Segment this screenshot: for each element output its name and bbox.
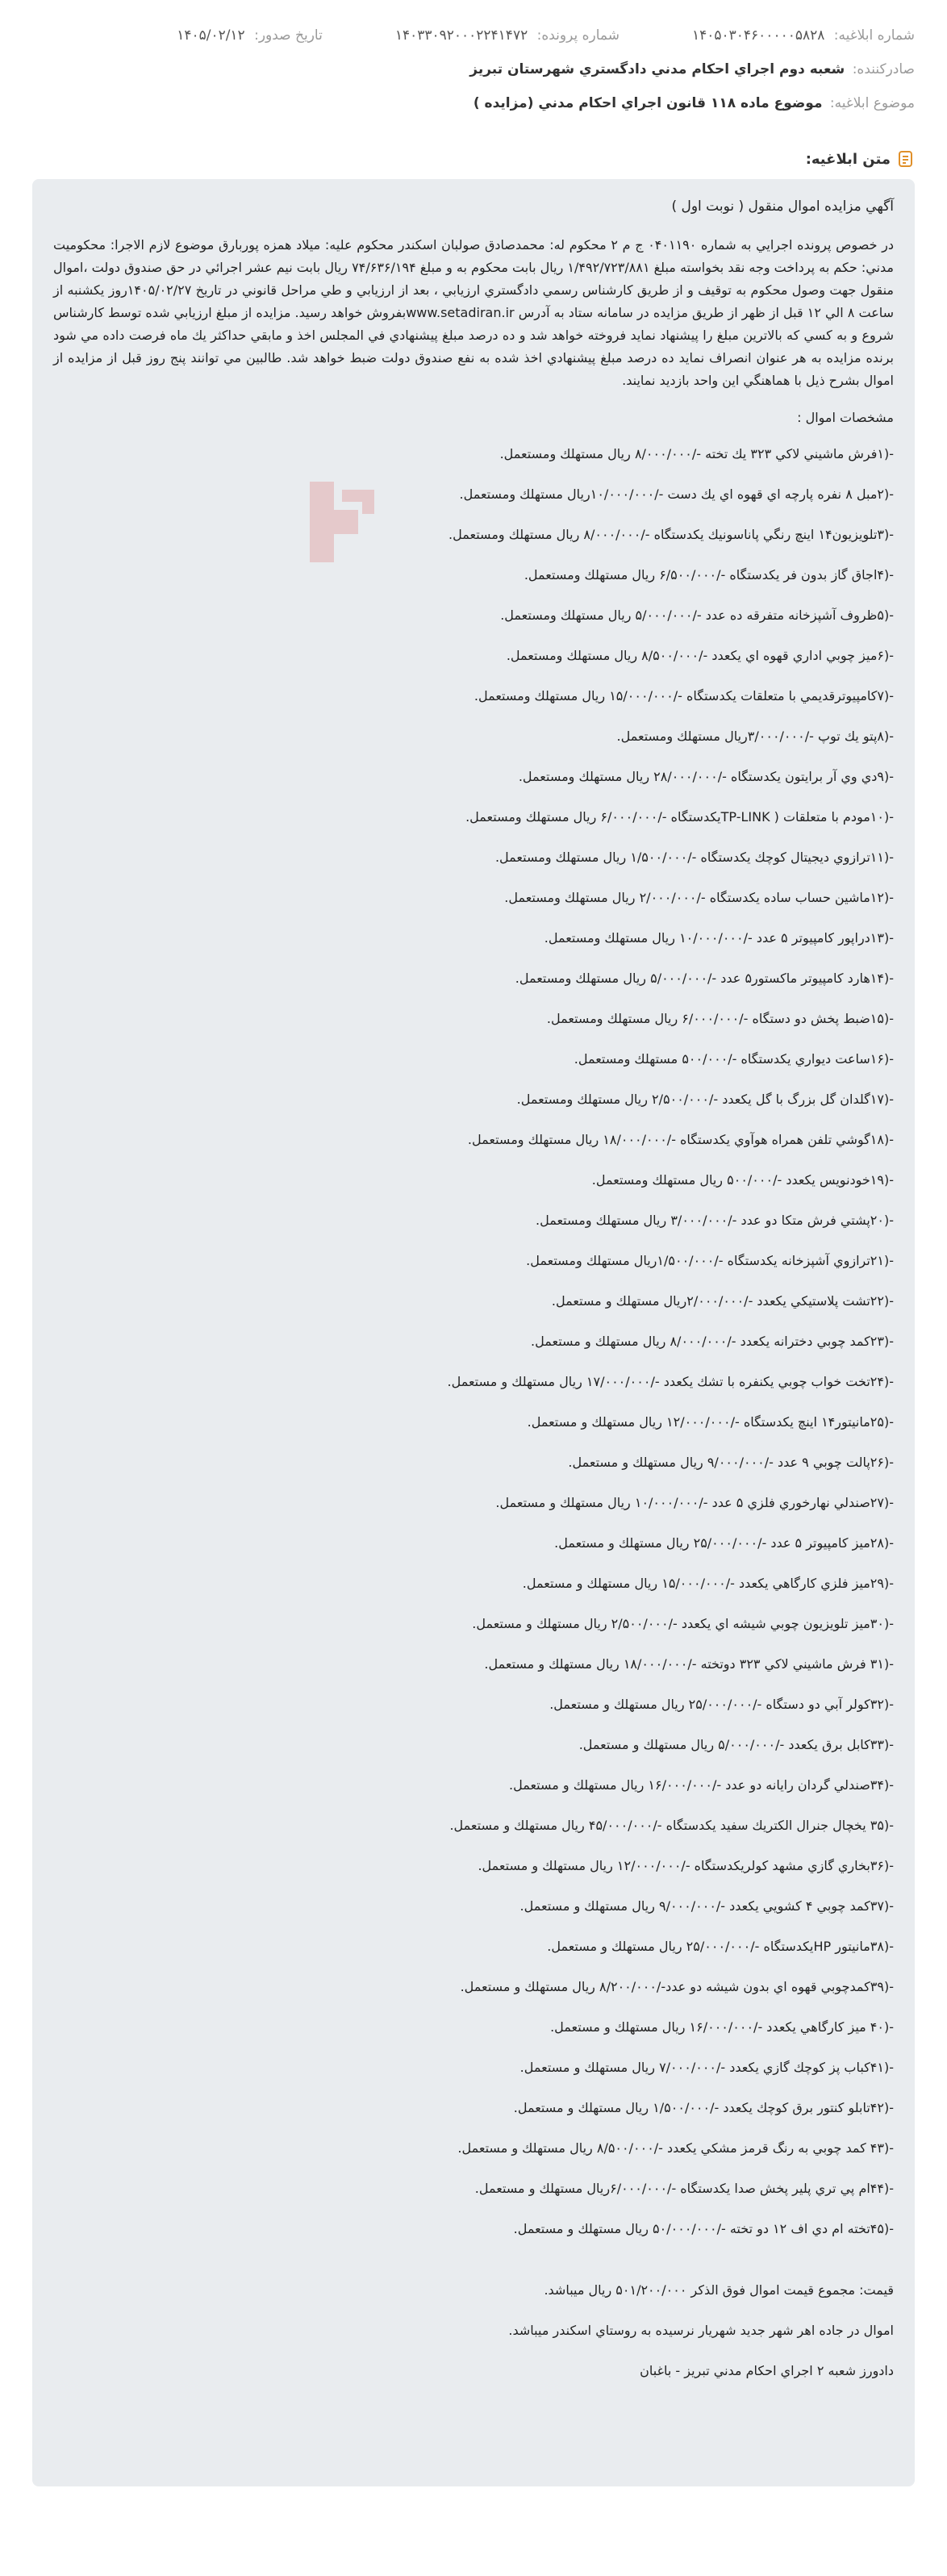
list-item: -(۷كامپيوترقديمي با متعلقات يكدستگاه -/۱۵/۰۰۰/۰۰۰ ريال مستهلك ومستعمل. [474, 688, 894, 703]
issue-date: تاریخ صدور: ۱۴۰۵/۰۲/۱۲ [177, 27, 323, 44]
list-item: -(۳۷كمد چوبي ۴ كشويي يكعدد -/۹/۰۰۰/۰۰۰ ريال مستهلك و مستعمل. [519, 1898, 894, 1914]
section-title: متن ابلاغیه: [805, 150, 891, 168]
meta-row [32, 24, 915, 47]
list-item: -(۳۰ميز تلويزيون چوبي شيشه اي يكعدد -/۲/۵۰۰/۰۰۰ ريال مستهلك و مستعمل. [472, 1616, 894, 1631]
notice-text-heading [32, 150, 915, 168]
list-item: -(۴۴ام پي تري پلير پخش صدا يكدستگاه -/۶/۰۰۰/۰۰۰ريال مستهلك و مستعمل. [474, 2181, 894, 2196]
list-item: -(۱۰مودم با متعلقات ( TP-LINKيكدستگاه -/۶/۰۰۰/۰۰۰ ريال مستهلك ومستعمل. [465, 809, 894, 825]
notice-number: شماره ابلاغیه: ۱۴۰۵۰۳۰۴۶۰۰۰۰۰۵۸۲۸ [692, 27, 915, 44]
list-item: -(۹دي وي آر برايتون يكدستگاه -/۲۸/۰۰۰/۰۰۰ ريال مستهلك ومستعمل. [518, 769, 894, 784]
list-item: -(۲۳كمد چوبي دخترانه يكعدد -/۸/۰۰۰/۰۰۰ ريال مستهلك و مستعمل. [531, 1334, 894, 1349]
list-item: -(۳۶بخاري گازي مشهد كولريكدستگاه -/۱۲/۰۰۰/۰۰۰ ريال مستهلك و مستعمل. [478, 1858, 894, 1873]
list-item: -(۴۱كباب پز كوچك گازي يكعدد -/۷/۰۰۰/۰۰۰ ريال مستهلك و مستعمل. [519, 2060, 894, 2075]
list-item: -(۲۵مانيتور۱۴ اينچ يكدستگاه -/۱۲/۰۰۰/۰۰۰ ريال مستهلك و مستعمل. [527, 1414, 894, 1430]
list-item: -(۱۱ترازوي ديجيتال كوچك يكدستگاه -/۱/۵۰۰/۰۰۰ ريال مستهلك ومستعمل. [494, 850, 894, 865]
list-item: -(۱۸گوشي تلفن همراه هوآوي يكدستگاه -/۱۸/۰۰۰/۰۰۰ ريال مستهلك ومستعمل. [467, 1132, 894, 1147]
list-item: -(۱۶ساعت ديواري يكدستگاه -/۵۰۰/۰۰۰ مستهلك ومستعمل. [574, 1051, 894, 1067]
list-item: -(۳۴صندلي گردان رايانه دو عدد -/۱۶/۰۰۰/۰۰۰ ريال مستهلك و مستعمل. [509, 1777, 894, 1793]
list-item: -(۴۰ ميز كارگاهي يكعدد -/۱۶/۰۰۰/۰۰۰ ريال مستهلك و مستعمل. [550, 2019, 894, 2035]
list-item: -(۲۲تشت پلاستيكي يكعدد -/۲/۰۰۰/۰۰۰ريال مستهلك و مستعمل. [551, 1293, 894, 1309]
issuer-line: صادرکننده: شعبه دوم اجراي احكام مدني دادگستري شهرستان تبريز [469, 61, 915, 77]
watermark-logo-icon [286, 466, 398, 578]
list-item: -(۴۵تخته ام دي اف ۱۲ دو تخته -/۵۰/۰۰۰/۰۰۰ ريال مستهلك و مستعمل. [513, 2221, 894, 2236]
list-item: -(۲۱ترازوي آشپزخانه يكدستگاه -/۱/۵۰۰/۰۰۰ريال مستهلك ومستعمل. [526, 1253, 894, 1268]
ad-title: آگهي مزايده اموال منقول ( نوبت اول ) [671, 198, 894, 215]
list-item: -(۱فرش ماشيني لاكي ۳۲۳ يك تخته -/۸/۰۰۰/۰۰۰ ريال مستهلك ومستعمل. [499, 446, 894, 461]
list-item: -(۲۸ميز كامپيوتر ۵ عدد -/۲۵/۰۰۰/۰۰۰ ريال مستهلك و مستعمل. [554, 1535, 894, 1551]
list-item: -(۲۹ميز فلزي كارگاهي يكعدد -/۱۵/۰۰۰/۰۰۰ ريال مستهلك و مستعمل. [522, 1576, 894, 1591]
ad-paragraph: در خصوص پرونده اجرايي به شماره ۰۴۰۱۱۹۰ ج م ۲ محكوم له: محمدصادق صولبان اسكندر محكوم عليه: ميلاد همزه پوربارق موضوع لازم الاجرا: محكوميت مدني: حكم به پرداخت وجه نقد بخواسته مبلغ ۱/۴۹۲/۷۲۳/۸۸۱ ريال بابت محكوم به و مبلغ ۷۴/۶۳۶/۱۹۴ ريال بابت نيم عشر اجرائي در حق صندوق دولت ،اموال منقول جهت وصول محكوم به توقيف و از طريق كارشناس رسمي دادگستري ارزيابي ، بعد از ارزيابي و طي مراحل قانوني در تاريخ ۱۴۰۵/۰۲/۲۷روز يكشنبه از ساعت ۸ الي ۱۲ قبل از ظهر از طريق مزايده در سامانه ستاد به آدرس www.setadiran.irبفروش خواهد رسيد. مزايده از مبلغ ارزيابي شده توسط كارشناس شروع و به كسي كه بالاترين مبلغ را پيشنهاد نمايد فروخته خواهد شد و ده درصد مبلغ پيشنهادي في المجلس اخذ و مابقي حداكثر يك ماه فرصت داده مي شود برنده مزايده به هر عنوان انصراف نمايد ده درصد مبلغ پيشنهادي اخذ شده به نفع صندوق دولت ضبط خواهد شد. طالبين مي توانند پنج روز قبل از مزايده از اموال بشرح ذيل با هماهنگي اين واحد بازديد نمايند. [53, 237, 895, 388]
list-item: -(۲۰پشتي فرش متكا دو عدد -/۳/۰۰۰/۰۰۰ ريال مستهلك ومستعمل. [535, 1213, 894, 1228]
list-item: -(۱۵ضبط پخش دو دستگاه -/۶/۰۰۰/۰۰۰ ريال مستهلك ومستعمل. [546, 1011, 894, 1026]
notice-header [0, 0, 947, 115]
property-location: اموال در جاده اهر شهر جديد شهريار نرسيده به روستاي اسكندر ميباشد. [508, 2323, 894, 2338]
list-item: -(۳۱ فرش ماشيني لاكي ۳۲۳ دوتخته -/۱۸/۰۰۰/۰۰۰ ريال مستهلك و مستعمل. [484, 1656, 894, 1672]
list-item: -(۸پتو يك توپ -/۳/۰۰۰/۰۰۰ريال مستهلك ومستعمل. [616, 729, 894, 744]
list-item: -(۶ميز چوبي اداري قهوه اي يكعدد -/۸/۵۰۰/۰۰۰ ريال مستهلك ومستعمل. [506, 648, 894, 663]
list-item: -(۲۶پالت چوبي ۹ عدد -/۹/۰۰۰/۰۰۰ ريال مستهلك و مستعمل. [568, 1455, 894, 1470]
list-item: -(۳۳كابل برق يكعدد -/۵/۰۰۰/۰۰۰ ريال مستهلك و مستعمل. [578, 1737, 894, 1752]
subject-line: موضوع ابلاغیه: موضوع ماده ۱۱۸ قانون اجراي احكام مدني (مزايده ) [473, 95, 915, 111]
document-icon [897, 150, 915, 168]
total-price: قيمت: مجموع قيمت اموال فوق الذكر ۵۰۱/۲۰۰/۰۰۰ ريال ميباشد. [544, 2282, 894, 2298]
list-item: -(۳۵ يخچال جنرال الكتريك سفيد يكدستگاه -/۴۵/۰۰۰/۰۰۰ ريال مستهلك و مستعمل. [449, 1818, 894, 1833]
notice-text-box [32, 179, 915, 2486]
list-item: -(۲مبل ۸ نفره پارچه اي قهوه اي يك دست -/۱۰/۰۰۰/۰۰۰ريال مستهلك ومستعمل. [459, 486, 894, 502]
list-item: -(۴۲تابلو كنتور برق كوچك يكعدد -/۱/۵۰۰/۰۰۰ ريال مستهلك و مستعمل. [513, 2100, 894, 2115]
list-item: -(۱۳دراپور كامپيوتر ۵ عدد -/۱۰/۰۰۰/۰۰۰ ريال مستهلك ومستعمل. [544, 930, 894, 946]
list-item: -(۱۲ماشين حساب ساده يكدستگاه -/۲/۰۰۰/۰۰۰ ريال مستهلك ومستعمل. [504, 890, 894, 905]
list-item: -(۳تلويزيون۱۴ اينچ رنگي پاناسونيك يكدستگاه -/۸/۰۰۰/۰۰۰ ريال مستهلك ومستعمل. [448, 527, 894, 542]
list-item: -(۴اجاق گاز بدون فر يكدستگاه -/۶/۵۰۰/۰۰۰ ريال مستهلك ومستعمل. [524, 567, 894, 582]
list-item: -(۳۲كولر آبي دو دستگاه -/۲۵/۰۰۰/۰۰۰ ريال مستهلك و مستعمل. [549, 1697, 894, 1712]
list-item: -(۵ظروف آشپزخانه متفرقه ده عدد -/۵/۰۰۰/۰۰۰ ريال مستهلك ومستعمل. [500, 607, 894, 623]
list-item: -(۱۷گلدان گل بزرگ با گل يكعدد -/۲/۵۰۰/۰۰۰ ريال مستهلك ومستعمل. [516, 1092, 894, 1107]
list-item: -(۲۴تخت خواب چوبي يكنفره با تشك يكعدد -/۱۷/۰۰۰/۰۰۰ ريال مستهلك و مستعمل. [447, 1374, 894, 1389]
specs-title: مشخصات اموال : [797, 410, 894, 425]
list-item: -(۱۴هارد كامپيوتر ماكستور۵ عدد -/۵/۰۰۰/۰۰۰ ريال مستهلك ومستعمل. [515, 971, 894, 986]
list-item: -(۴۳ كمد چوبي به رنگ قرمز مشكي يكعدد -/۸/۵۰۰/۰۰۰ ريال مستهلك و مستعمل. [457, 2140, 894, 2156]
property-list [53, 444, 894, 2240]
notice-footer [53, 2280, 894, 2382]
list-item: -(۳۸مانيتور HPيكدستگاه -/۲۵/۰۰۰/۰۰۰ ريال مستهلك و مستعمل. [547, 1939, 894, 1954]
list-item: -(۲۷صندلي نهارخوري فلزي ۵ عدد -/۱۰/۰۰۰/۰۰۰ ريال مستهلك و مستعمل. [495, 1495, 894, 1510]
signature-line: دادورز شعبه ۲ اجراي احكام مدني تبريز - باغبان [640, 2363, 894, 2378]
list-item: -(۱۹خودنويس يكعدد -/۵۰۰/۰۰۰ ريال مستهلك ومستعمل. [591, 1172, 894, 1188]
list-item: -(۳۹كمدچوبي قهوه اي بدون شيشه دو عدد-/۸/۲۰۰/۰۰۰ ريال مستهلك و مستعمل. [460, 1979, 894, 1994]
case-number: شماره پرونده: ۱۴۰۳۳۰۹۲۰۰۰۲۲۴۱۴۷۲ [394, 27, 620, 44]
